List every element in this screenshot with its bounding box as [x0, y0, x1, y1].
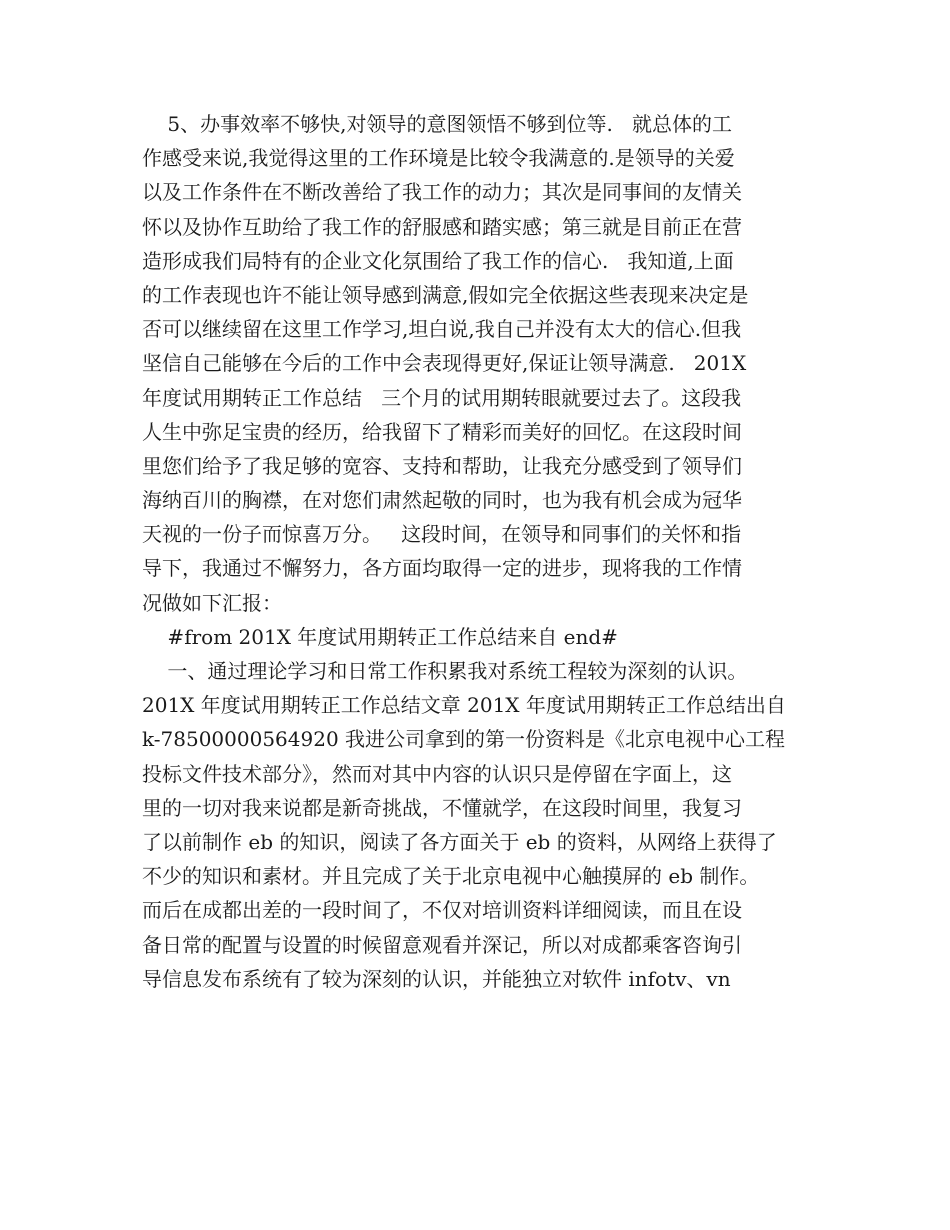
- text-line: 导下，我通过不懈努力，各方面均取得一定的进步，现将我的工作情: [142, 556, 742, 581]
- text-line: 的工作表现也许不能让领导感到满意,假如完全依据这些表现来决定是: [142, 282, 749, 307]
- text-line: k-78500000564920 我进公司拿到的第一份资料是《北京电视中心工程: [142, 727, 786, 752]
- document-body: [142, 107, 814, 996]
- text-line: 导信息发布系统有了较为深刻的认识，并能独立对软件 infotv、vn: [142, 966, 731, 991]
- text-line: 况做如下汇报：: [142, 590, 282, 615]
- text-line: 了以前制作 eb 的知识，阅读了各方面关于 eb 的资料，从网络上获得了: [142, 829, 777, 854]
- text-line: 而后在成都出差的一段时间了，不仅对培训资料详细阅读，而且在设: [142, 898, 742, 923]
- text-line: 否可以继续留在这里工作学习,坦白说,我自己并没有太大的信心.但我: [142, 317, 742, 342]
- text-line: 坚信自己能够在今后的工作中会表现得更好,保证让领导满意. 201X: [142, 351, 747, 376]
- text-line: 一、通过理论学习和日常工作积累我对系统工程较为深刻的认识。: [142, 659, 748, 683]
- text-line: 里的一切对我来说都是新奇挑战，不懂就学，在这段时间里，我复习: [142, 795, 742, 820]
- text-line: 5、办事效率不够快,对领导的意图领悟不够到位等. 就总体的工: [142, 112, 732, 136]
- text-line: 天视的一份子而惊喜万分。 这段时间，在领导和同事们的关怀和指: [142, 522, 742, 547]
- text-line: 年度试用期转正工作总结 三个月的试用期转眼就要过去了。这段我: [142, 385, 742, 410]
- text-line: 怀以及协作互助给了我工作的舒服感和踏实感；第三就是目前正在营: [142, 214, 742, 239]
- text-line: 作感受来说,我觉得这里的工作环境是比较令我满意的.是领导的关爱: [142, 146, 735, 171]
- text-line: 海纳百川的胸襟，在对您们肃然起敬的同时，也为我有机会成为冠华: [142, 488, 742, 513]
- text-line: 201X 年度试用期转正工作总结文章 201X 年度试用期转正工作总结出自: [142, 693, 786, 718]
- text-line: 以及工作条件在不断改善给了我工作的动力；其次是同事间的友情关: [142, 180, 742, 205]
- text-line: 投标文件技术部分》，然而对其中内容的认识只是停留在字面上，这: [142, 761, 732, 786]
- text-line: 里您们给予了我足够的宽容、支持和帮助，让我充分感受到了领导们: [142, 453, 742, 478]
- text-line: 人生中弥足宝贵的经历，给我留下了精彩而美好的回忆。在这段时间: [142, 419, 742, 444]
- text-line: #from 201X 年度试用期转正工作总结来自 end#: [142, 624, 618, 649]
- text-line: 备日常的配置与设置的时候留意观看并深记，所以对成都乘客咨询引: [142, 932, 742, 957]
- text-line: 不少的知识和素材。并且完成了关于北京电视中心触摸屏的 eb 制作。: [142, 864, 760, 889]
- text-line: 造形成我们局特有的企业文化氛围给了我工作的信心. 我知道,上面: [142, 248, 734, 273]
